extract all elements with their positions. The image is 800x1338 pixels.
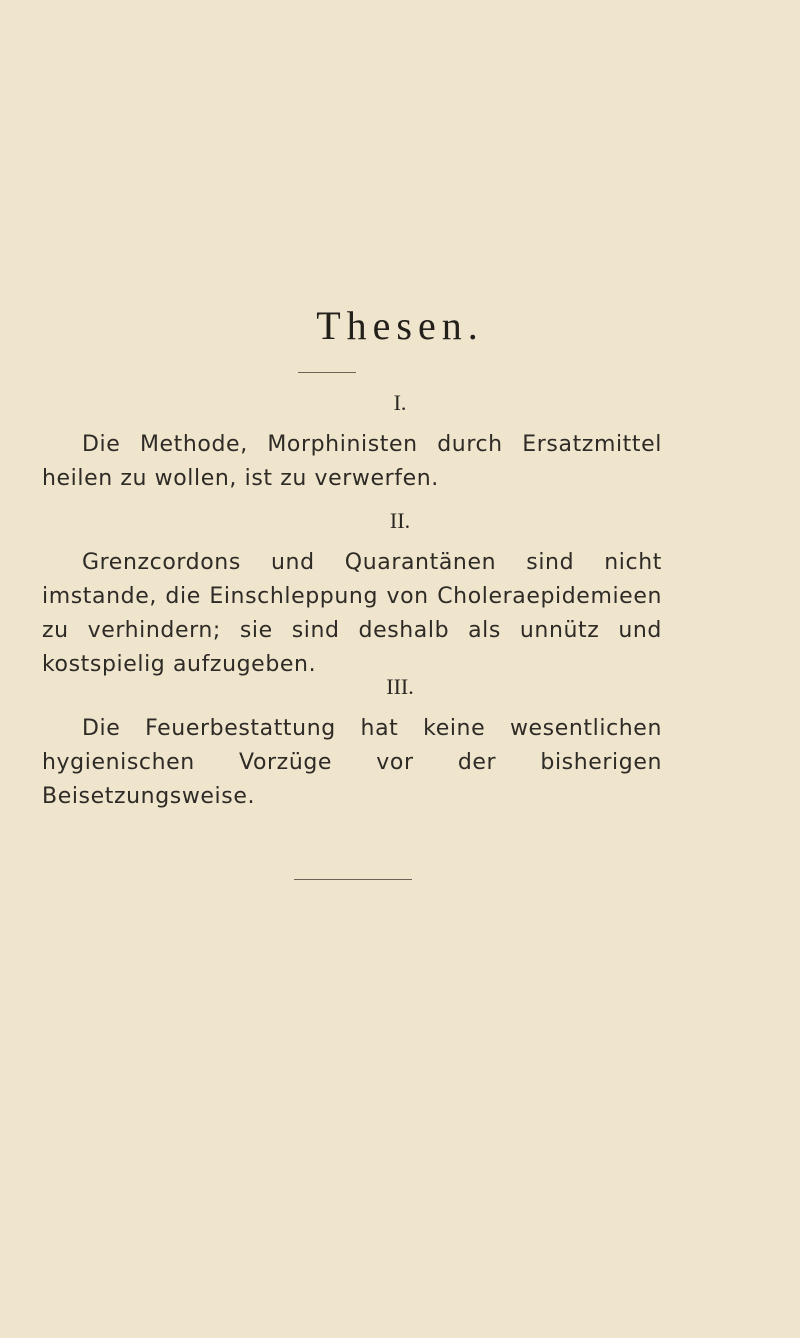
thesis-2-number: II.: [389, 508, 411, 533]
thesis-2-paragraph: Grenzcordons und Quarantänen sind nicht imstande, die Einschleppung von Choleraepidemieen zu verhindern; sie sind deshalb als unnütz und kostspielig aufzugeben.: [42, 550, 662, 677]
thesis-1-text: [42, 428, 662, 496]
title-divider: [298, 372, 356, 373]
thesis-3-text: [42, 712, 662, 814]
thesis-1-paragraph: Die Methode, Morphinisten durch Ersatzmittel heilen zu wollen, ist zu verwerfen.: [42, 432, 662, 491]
thesis-2-text: [42, 546, 662, 682]
page-title: Thesen.: [316, 303, 484, 348]
thesis-1-number: I.: [393, 390, 407, 415]
thesis-3-number: III.: [386, 674, 414, 699]
end-divider: [294, 879, 412, 880]
thesis-3-paragraph: Die Feuerbestattung hat keine wesentlichen hygienischen Vorzüge vor der bisherigen Beisetzungsweise.: [42, 716, 662, 809]
